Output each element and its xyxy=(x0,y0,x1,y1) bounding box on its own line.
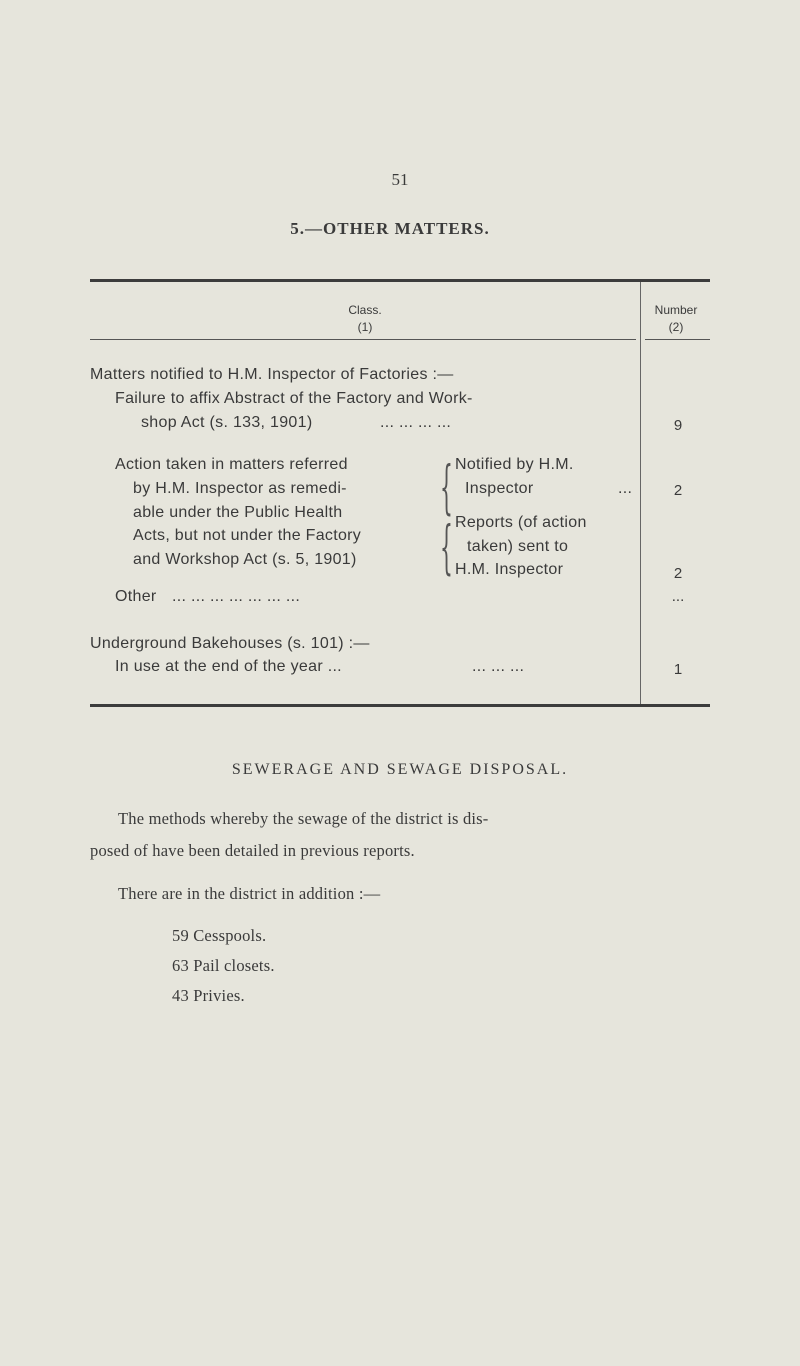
brace-left-icon: { xyxy=(440,453,453,521)
column-divider xyxy=(640,282,641,706)
failure-value: 9 xyxy=(673,417,683,434)
col1-subheader: (1) xyxy=(357,320,373,334)
action-line-2: by H.M. Inspector as remedi- xyxy=(133,480,347,497)
list-item-privies: 43 Privies. xyxy=(172,986,245,1005)
action-line-1: Action taken in matters referred xyxy=(115,456,348,473)
reports-line-3: H.M. Inspector xyxy=(455,561,564,578)
action-line-3: able under the Public Health xyxy=(133,504,343,521)
header-rule-right xyxy=(645,339,710,340)
notified-leader-dots: ... xyxy=(618,480,633,497)
inuse-value: 1 xyxy=(673,661,683,678)
failure-line-2: shop Act (s. 133, 1901) xyxy=(141,414,313,431)
brace-left-icon: { xyxy=(440,513,453,581)
header-rule-left xyxy=(90,339,636,340)
notified-line-1: Notified by H.M. xyxy=(455,456,574,473)
reports-line-2: taken) sent to xyxy=(467,538,569,555)
col1-header: Class. xyxy=(348,303,382,317)
page-number: 51 xyxy=(391,170,409,189)
other-value: ... xyxy=(671,588,685,605)
col2-subheader: (2) xyxy=(668,320,684,334)
sewerage-heading: SEWERAGE AND SEWAGE DISPOSAL. xyxy=(231,761,569,778)
notified-line-2: Inspector xyxy=(465,480,534,497)
bakehouses-heading: Underground Bakehouses (s. 101) :— xyxy=(90,635,370,652)
other-label: Other xyxy=(115,588,157,605)
notified-value: 2 xyxy=(673,482,683,499)
inuse-label: In use at the end of the year ... xyxy=(115,658,342,675)
failure-line-1: Failure to affix Abstract of the Factory and Work- xyxy=(115,390,473,407)
action-line-4: Acts, but not under the Factory xyxy=(133,527,362,544)
other-leader-dots: ... ... ... ... ... ... ... xyxy=(172,588,301,605)
inuse-leader-dots: ... ... ... xyxy=(472,658,525,675)
action-line-5: and Workshop Act (s. 5, 1901) xyxy=(133,551,357,568)
sewerage-para-line-1: The methods whereby the sewage of the district is dis- xyxy=(118,809,489,828)
sewerage-para-2: There are in the district in addition :— xyxy=(118,884,381,903)
list-item-pail-closets: 63 Pail closets. xyxy=(172,956,275,975)
sewerage-para-line-2: posed of have been detailed in previous reports. xyxy=(90,841,415,860)
reports-value: 2 xyxy=(673,565,683,582)
reports-line-1: Reports (of action xyxy=(455,514,587,531)
table-bottom-rule xyxy=(90,704,710,707)
factories-heading: Matters notified to H.M. Inspector of Factories :— xyxy=(90,366,454,383)
section-title: 5.—OTHER MATTERS. xyxy=(290,219,490,238)
col2-header: Number xyxy=(654,303,698,317)
failure-leader-dots: ... ... ... ... xyxy=(380,414,452,431)
table-top-rule xyxy=(90,279,710,282)
list-item-cesspools: 59 Cesspools. xyxy=(172,926,267,945)
